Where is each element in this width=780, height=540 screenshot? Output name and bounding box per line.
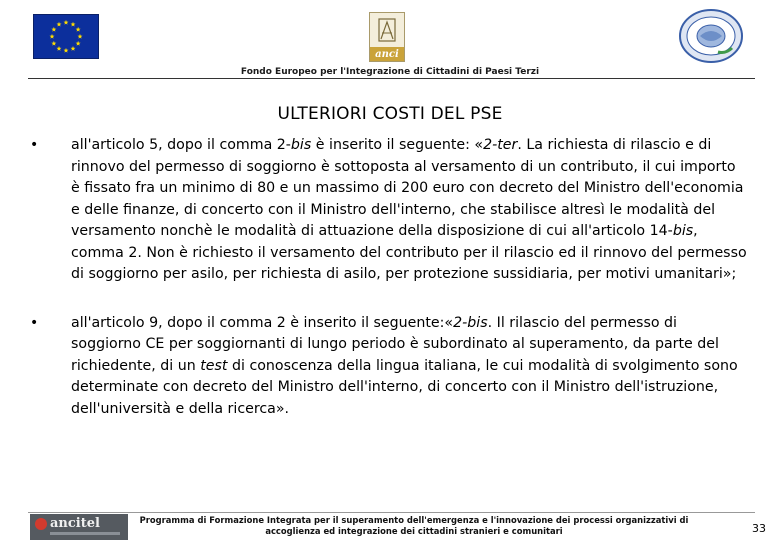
text-run: . Il rilascio del permesso di soggiorno CE per soggiornanti di lungo periodo è subordinato al superamento, da parte del richiedente, di un xyxy=(71,314,719,374)
bullet-dot-icon: • xyxy=(30,314,39,331)
eu-flag-icon xyxy=(33,14,99,59)
eu-star-icon xyxy=(50,34,55,39)
eu-star-icon xyxy=(78,34,83,39)
italic-run: bis xyxy=(290,137,312,153)
eu-star-icon xyxy=(71,22,76,27)
italic-run: bis xyxy=(672,223,694,239)
eu-star-icon xyxy=(76,27,81,32)
italic-run: 2-ter xyxy=(483,137,518,153)
text-run: . La richiesta di rilascio e di rinnovo del permesso di soggiorno è sottoposta al versamento di un contributo, il cui importo è fissato fra un minimo di 80 e un massimo di 200 euro con decreto del Ministro dell'economia e delle finanze, di concerto con il Ministro dell'interno, che stabilisce altresì le modalità del versamento nonchè le modalità di attuazione della disposizione di cui all'articolo 14- xyxy=(71,137,744,239)
ancitel-logo-icon xyxy=(30,514,128,540)
eu-star-icon xyxy=(57,46,62,51)
footer-divider xyxy=(28,512,755,513)
ministry-seal-icon xyxy=(678,8,744,64)
bullet-paragraph xyxy=(71,313,748,421)
eu-star-icon xyxy=(57,22,62,27)
text-run: all'articolo 5, dopo il comma 2- xyxy=(71,137,291,153)
page-title: ULTERIORI COSTI DEL PSE xyxy=(277,104,503,125)
eu-star-icon xyxy=(64,48,69,53)
footer-caption-line-2: accoglienza ed integrazione dei cittadini stranieri e comunitari xyxy=(265,526,563,536)
bullet-dot-icon: • xyxy=(30,137,39,153)
eu-star-icon xyxy=(76,41,81,46)
bullet-item-articolo-5 xyxy=(26,135,748,286)
ancitel-wordmark: ancitel xyxy=(50,516,100,531)
bullet-paragraph xyxy=(71,135,748,286)
text-run: , comma 2. Non è richiesto il versamento del contributo per il rilascio ed il rinnovo del permesso di soggiorno per asilo, per richiesta di asilo, per protezione sussidiaria, per motivi umanitari»; xyxy=(71,223,747,282)
italic-run: test xyxy=(200,357,228,374)
eu-star-icon xyxy=(51,27,56,32)
text-run: di conoscenza della lingua italiana, le cui modalità di svolgimento sono determinate con decreto del Ministro dell'interno, di concerto con il Ministro dell'istruzione, dell'università e della ricerca». xyxy=(71,357,738,417)
eu-star-icon xyxy=(64,20,69,25)
anci-wordmark: anci xyxy=(375,49,399,60)
ancitel-tagline-bar xyxy=(50,532,120,535)
bullet-text xyxy=(71,135,748,286)
eu-star-icon xyxy=(51,41,56,46)
bullet-item-articolo-9 xyxy=(26,313,748,421)
eu-star-icon xyxy=(71,46,76,51)
page-number: 33 xyxy=(752,522,766,535)
text-run: all'articolo 9, dopo il comma 2 è inserito il seguente:« xyxy=(71,314,454,331)
header-divider xyxy=(28,78,755,79)
bullet-list xyxy=(26,135,748,420)
italic-run: 2-bis xyxy=(453,314,488,331)
text-run: è inserito il seguente: « xyxy=(311,137,484,153)
ancitel-mark-icon xyxy=(35,518,47,530)
footer-caption xyxy=(138,515,690,537)
fund-caption: Fondo Europeo per l'Integrazione di Cittadini di Paesi Terzi xyxy=(240,67,540,77)
bullet-text xyxy=(71,313,748,421)
anci-logo-icon xyxy=(369,12,405,62)
footer-caption-line-1: Programma di Formazione Integrata per il superamento dell'emergenza e l'innovazione dei processi organizzativi di xyxy=(139,515,689,525)
anci-emblem-icon xyxy=(370,13,404,47)
